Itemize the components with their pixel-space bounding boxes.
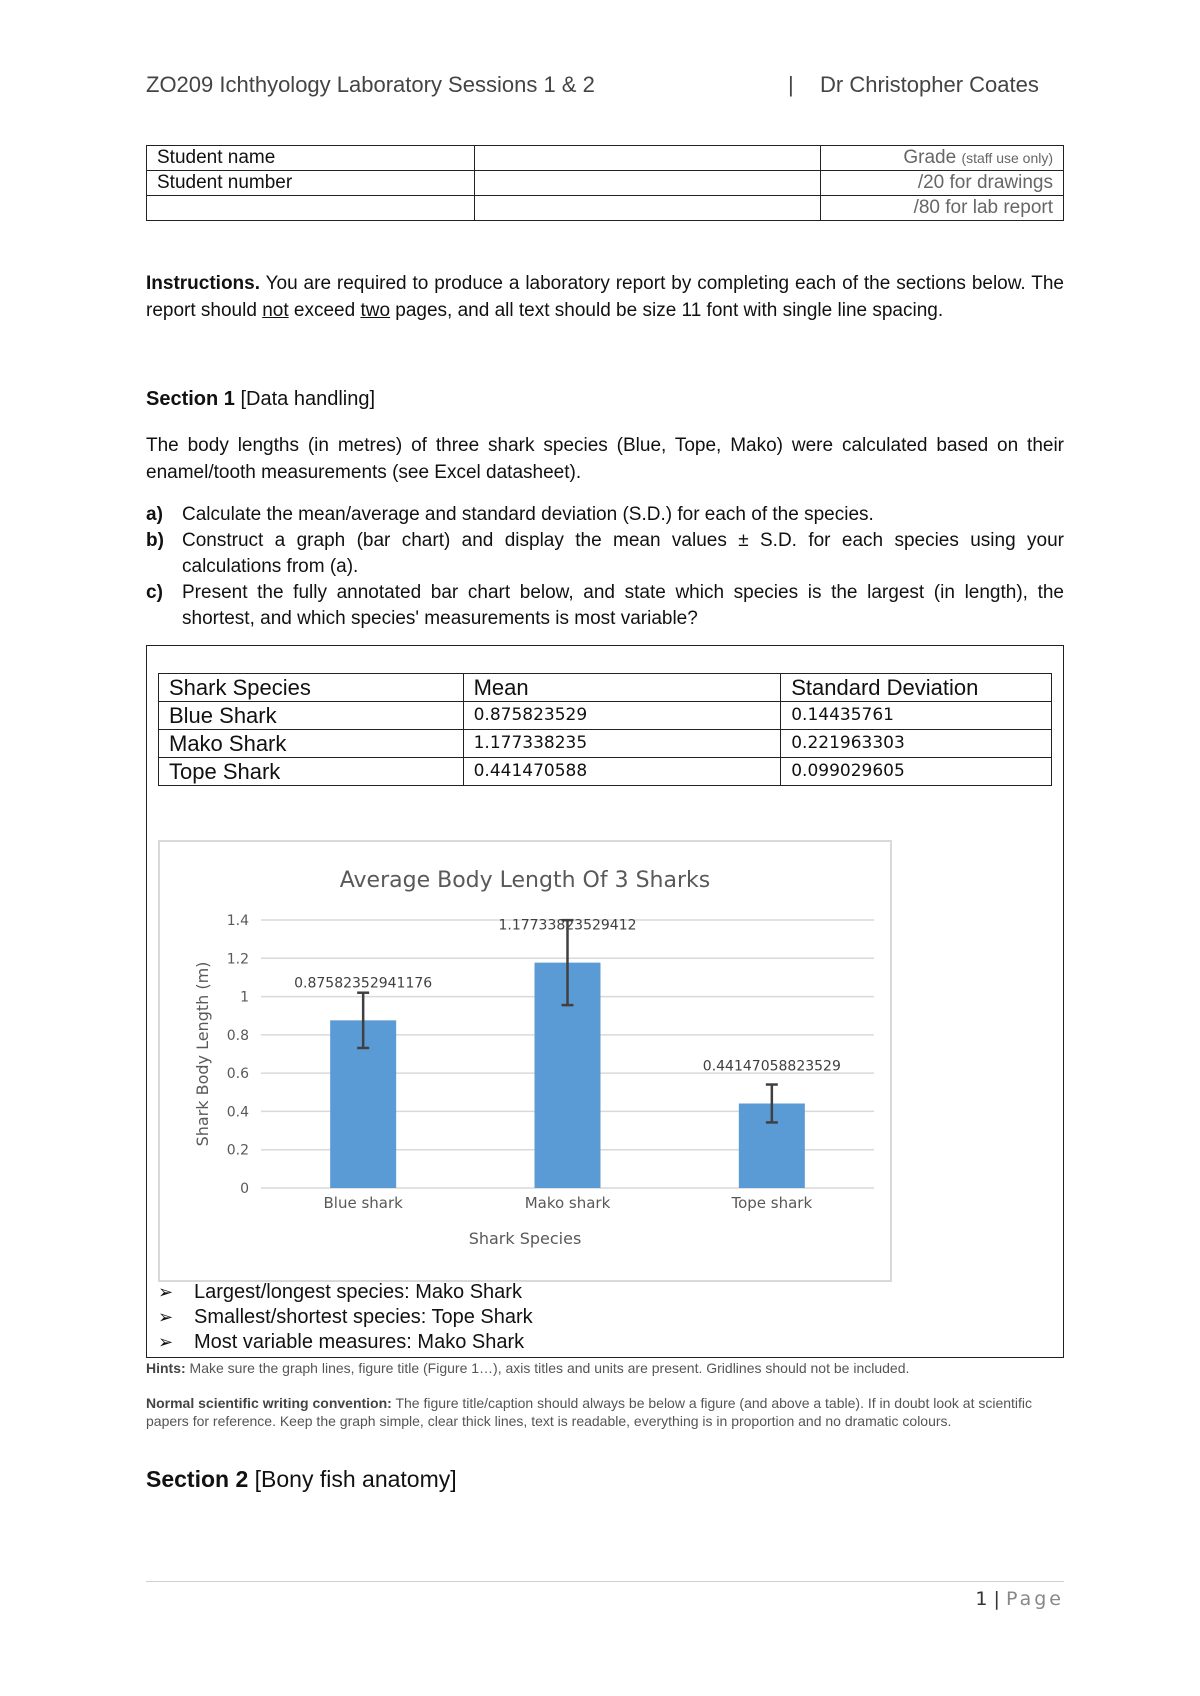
species-cell: Mako Shark: [159, 730, 464, 758]
x-tick-label: Blue shark: [323, 1194, 403, 1212]
y-tick-label: 0.2: [226, 1142, 249, 1159]
species-cell: Tope Shark: [159, 758, 464, 786]
table-row: [159, 702, 1052, 730]
y-tick-label: 0.6: [226, 1066, 249, 1083]
table-row: [159, 730, 1052, 758]
column-header: Mean: [463, 674, 781, 702]
chart-title: Average Body Length Of 3 Sharks: [339, 868, 711, 893]
bar-chart: [158, 840, 892, 1282]
author-name: Dr Christopher Coates: [820, 72, 1039, 97]
emphasis-not: not: [262, 300, 289, 321]
mean-cell: 1.177338235: [463, 730, 781, 758]
column-header: Shark Species: [159, 674, 464, 702]
student-number-label: Student number: [147, 171, 475, 196]
answer-list: [158, 1280, 533, 1355]
page-number: 1 | Page: [975, 1588, 1064, 1610]
arrow-bullet-icon: ➢: [158, 1332, 174, 1352]
hints-text: Hints: Make sure the graph lines, figure title (Figure 1…), axis titles and units are present. Gridlines should not be included.: [146, 1360, 910, 1376]
footer-divider: [146, 1581, 1064, 1582]
section2-heading: Section 2 [Bony fish anatomy]: [146, 1466, 457, 1492]
list-item: ➢ Smallest/shortest species: Tope Shark: [158, 1306, 533, 1328]
y-tick-label: 1.4: [226, 913, 249, 929]
list-item: ➢ Largest/longest species: Mako Shark: [158, 1281, 522, 1303]
mean-cell: 0.875823529: [463, 702, 781, 730]
grade-note: (staff use only): [961, 150, 1053, 166]
y-tick-label: 0: [240, 1181, 249, 1197]
student-name-label: Student name: [147, 146, 475, 171]
student-name-field[interactable]: [474, 146, 821, 171]
drawings-grade: /20 for drawings: [821, 171, 1064, 196]
convention-text: Normal scientific writing convention: The figure title/caption should always be below a figure (and above a table). If in doubt look at scientific papers for reference. Keep the graph simple, clear thick lines, text is readable, everything is in proportion and no dramatic colours.: [146, 1395, 1033, 1429]
stats-table: [158, 673, 1052, 786]
emphasis-two: two: [360, 300, 391, 321]
species-cell: Blue Shark: [159, 702, 464, 730]
x-tick-label: Mako shark: [524, 1194, 611, 1212]
task-list: [146, 502, 1064, 632]
arrow-bullet-icon: ➢: [158, 1307, 174, 1327]
y-axis-label: Shark Body Length (m): [193, 961, 212, 1147]
empty-cell: [147, 196, 475, 221]
y-tick-label: 0.8: [226, 1027, 249, 1044]
section1-intro: The body lengths (in metres) of three shark species (Blue, Tope, Mako) were calculated based on their enamel/tooth measurements (see Excel datasheet).: [146, 435, 1064, 483]
table-row: [147, 196, 1064, 221]
empty-cell: [474, 196, 821, 221]
table-header-row: [159, 674, 1052, 702]
data-label: 0.87582352941176: [294, 975, 433, 992]
mean-cell: 0.441470588: [463, 758, 781, 786]
header-separator: |: [788, 72, 794, 97]
y-tick-label: 0.4: [226, 1104, 249, 1121]
grade-header: Grade (staff use only): [821, 146, 1064, 171]
instructions-lead: Instructions.: [146, 273, 261, 294]
report-grade: /80 for lab report: [821, 196, 1064, 221]
table-row: [147, 146, 1064, 171]
list-item: a) Calculate the mean/average and standard deviation (S.D.) for each of the species.: [146, 504, 874, 525]
section1-heading: Section 1 [Data handling]: [146, 388, 376, 410]
course-title: ZO209 Ichthyology Laboratory Sessions 1 & 2: [146, 72, 595, 97]
instructions-paragraph: Instructions. You are required to produce a laboratory report by completing each of the sections below. The report should not exceed two pages, and all text should be size 11 font with single line spacing.: [146, 273, 1064, 321]
student-number-field[interactable]: [474, 171, 821, 196]
y-tick-label: 1.2: [226, 951, 249, 968]
table-row: [147, 171, 1064, 196]
list-item: c) Present the fully annotated bar chart below, and state which species is the largest (in length), the shortest, and which species' measurements is most variable?: [146, 582, 1064, 629]
x-axis-label: Shark Species: [468, 1229, 582, 1248]
sd-cell: 0.221963303: [781, 730, 1052, 758]
x-tick-label: Tope shark: [731, 1194, 813, 1212]
sd-cell: 0.14435761: [781, 702, 1052, 730]
column-header: Standard Deviation: [781, 674, 1052, 702]
chart-svg: [160, 842, 890, 1280]
data-label: 1.17733823529412: [498, 917, 637, 934]
data-label: 0.44147058823529: [702, 1058, 841, 1075]
y-tick-label: 1: [240, 989, 249, 1006]
student-info-table: [146, 145, 1064, 221]
sd-cell: 0.099029605: [781, 758, 1052, 786]
arrow-bullet-icon: ➢: [158, 1282, 174, 1302]
list-item: ➢ Most variable measures: Mako Shark: [158, 1331, 525, 1353]
table-row: [159, 758, 1052, 786]
list-item: b) Construct a graph (bar chart) and display the mean values ± S.D. for each species using your calculations from (a).: [146, 530, 1064, 577]
